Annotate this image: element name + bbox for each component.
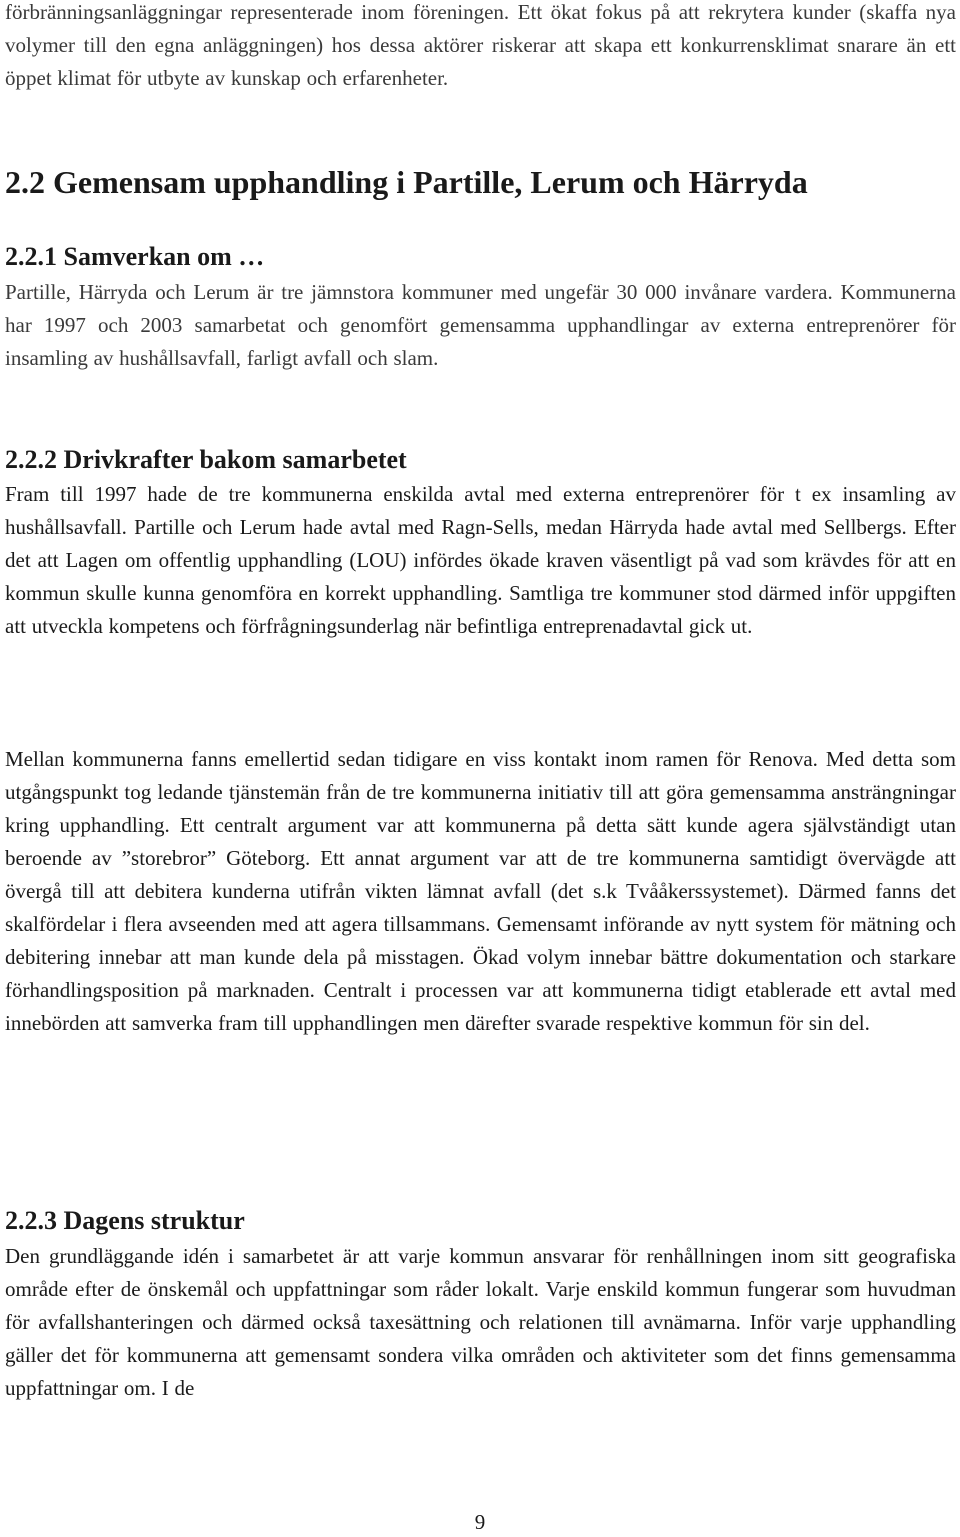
paragraph-drivkrafter-2: Mellan kommunerna fanns emellertid sedan tidigare en viss kontakt inom ramen för Renova. Med detta som utgångspunkt tog ledande tjänstemän från de tre kommunerna initiativ till att göra gemensamma ansträngningar kring upphandling. Ett centralt argument var att kommunerna på detta sätt kunde agera självständigt utan beroende av ”storebror” Göteborg. Ett annat argument var att de tre kommunerna samtidigt övervägde att övergå till att debitera kunderna utifrån vikten lämnat avfall (det s.k Tvååkerssystemet). Därmed fanns det skalfördelar i flera avseenden med att agera tillsammans. Gemensamt införande av nytt system för mätning och debitering innebar att man kunde dela på misstagen. Ökad volym innebar bättre dokumentation och starkare förhandlingsposition på marknaden. Centralt i processen var att kommunerna tidigt etablerade ett avtal med innebörden att samverka fram till upphandlingen men därefter svarade respektive kommun för sin del. — [5, 747, 956, 1035]
section-heading-2-2: 2.2 Gemensam upphandling i Partille, Lerum och Härryda — [5, 164, 808, 200]
paragraph-drivkrafter-1: Fram till 1997 hade de tre kommunerna enskilda avtal med externa entreprenörer för t ex insamling av hushållsavfall. Partille och Lerum hade avtal med Ragn-Sells, medan Härryda hade avtal med Sellbergs. Efter det att Lagen om offentlig upphandling (LOU) infördes ökade kraven väsentligt på vad som krävdes för att en kommun skulle kunna genomföra en korrekt upphandling. Samtliga tre kommuner stod därmed inför uppgiften att utveckla kompetens och förfrågningsunderlag när befintliga entreprenadavtal gick ut. — [5, 482, 956, 638]
section-heading-2-2-3: 2.2.3 Dagens struktur — [5, 1206, 245, 1235]
intro-paragraph: förbränningsanläggningar representerade inom föreningen. Ett ökat fokus på att rekrytera kunder (skaffa nya volymer till den egna anläggningen) hos dessa aktörer riskerar att skapa ett konkurrensklimat snarare än ett öppet klimat för utbyte av kunskap och erfarenheter. — [5, 0, 956, 90]
section-heading-2-2-1: 2.2.1 Samverkan om … — [5, 242, 265, 271]
paragraph-samverkan: Partille, Härryda och Lerum är tre jämnstora kommuner med ungefär 30 000 invånare vardera. Kommunerna har 1997 och 2003 samarbetat och genomfört gemensamma upphandlingar av externa entreprenörer för insamling av hushållsavfall, farligt avfall och slam. — [5, 280, 956, 370]
page-number: 9 — [474, 1510, 486, 1534]
paragraph-dagens-struktur: Den grundläggande idén i samarbetet är att varje kommun ansvarar för renhållningen inom sitt geografiska område efter de önskemål och uppfattningar som råder lokalt. Varje enskild kommun fungerar som huvudman för avfallshanteringen och därmed också taxesättning och relationen till avnämarna. Inför varje upphandling gäller det för kommunerna att gemensamt sondera vilka områden och aktiviteter som det finns gemensamma uppfattningar om. I de — [5, 1244, 956, 1400]
section-heading-2-2-2: 2.2.2 Drivkrafter bakom samarbetet — [5, 445, 407, 474]
